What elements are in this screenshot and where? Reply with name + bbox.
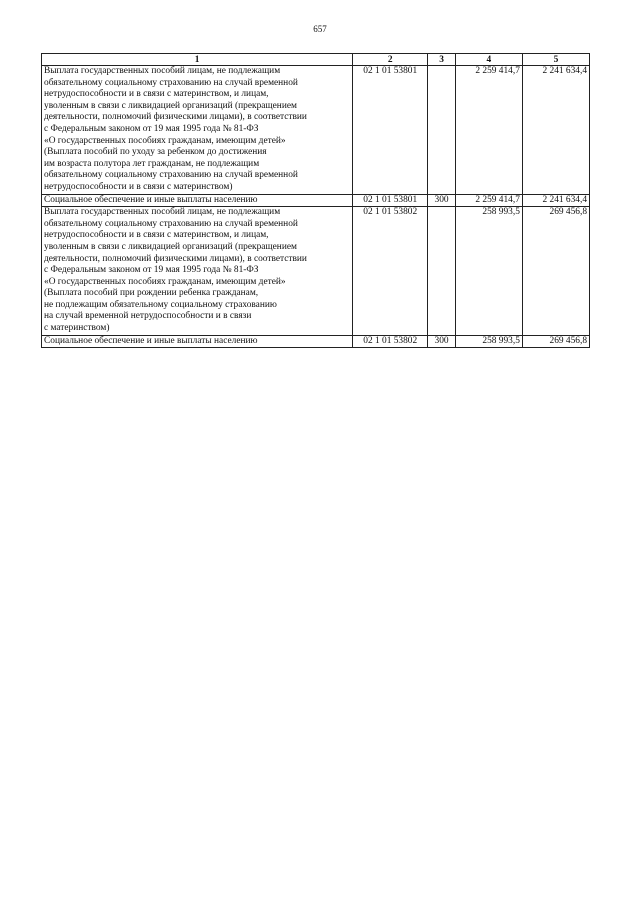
description-line: с материнством) [44,323,110,334]
header-col-3: 3 [428,54,455,66]
description-line: с Федеральным законом от 19 мая 1995 года № 81-ФЗ [44,123,259,134]
description-line: обязательному социальному страхованию на случай временной [44,218,298,229]
description-line: Социальное обеспечение и иные выплаты населению [44,335,258,346]
description-line: нетрудоспособности и в связи с материнством) [44,181,233,192]
description-line: нетрудоспособности и в связи с материнством, и лицам, [44,89,269,100]
row-description [42,194,353,207]
row-expense-type [428,207,455,336]
row-code: 02 1 01 53801 [353,66,428,195]
table-row [42,194,590,207]
description-line: с Федеральным законом от 19 мая 1995 года № 81-ФЗ [44,265,259,276]
description-line: деятельности, полномочий физическими лицами), в соответствии [44,253,307,264]
header-col-1: 1 [42,54,353,66]
description-line: обязательному социальному страхованию на случай временной [44,77,298,88]
description-line: уволенным в связи с ликвидацией организаций (прекращением [44,100,297,111]
description-line: обязательному социальному страхованию на случай временной [44,170,298,181]
row-description [42,207,353,336]
description-line: на случай временной нетрудоспособности и в связи [44,311,252,322]
header-col-2: 2 [353,54,428,66]
description-line: Выплата государственных пособий лицам, не подлежащим [44,207,281,218]
description-line: не подлежащим обязательному социальному страхованию [44,299,277,310]
row-description [42,335,353,348]
description-line: им возраста полутора лет гражданам, не подлежащим [44,158,260,169]
description-line: Выплата государственных пособий лицам, не подлежащим [44,66,281,76]
row-value-col5: 269 456,8 [522,335,589,348]
description-line: деятельности, полномочий физическими лицами), в соответствии [44,112,307,123]
row-value-col4: 258 993,5 [455,335,522,348]
table-row [42,207,590,336]
description-line: нетрудоспособности и в связи с материнством, и лицам, [44,230,269,241]
table-row [42,335,590,348]
row-value-col4: 2 259 414,7 [455,194,522,207]
description-line: (Выплата пособий по уходу за ребенком до достижения [44,147,267,158]
description-line: «О государственных пособиях гражданам, имеющим детей» [44,276,286,287]
row-value-col4: 2 259 414,7 [455,66,522,195]
row-code: 02 1 01 53802 [353,207,428,336]
row-value-col5: 2 241 634,4 [522,194,589,207]
row-value-col4: 258 993,5 [455,207,522,336]
row-expense-type: 300 [428,335,455,348]
page-number: 657 [313,24,327,34]
description-line: Социальное обеспечение и иные выплаты населению [44,194,258,205]
row-expense-type [428,66,455,195]
header-row [42,54,590,66]
description-line: уволенным в связи с ликвидацией организаций (прекращением [44,241,297,252]
description-line: «О государственных пособиях гражданам, имеющим детей» [44,135,286,146]
table-row [42,66,590,195]
budget-table [41,53,590,348]
row-value-col5: 269 456,8 [522,207,589,336]
header-col-4: 4 [455,54,522,66]
row-code: 02 1 01 53801 [353,194,428,207]
row-expense-type: 300 [428,194,455,207]
description-line: (Выплата пособий при рождении ребенка гражданам, [44,288,259,299]
header-col-5: 5 [522,54,589,66]
row-description [42,66,353,195]
row-value-col5: 2 241 634,4 [522,66,589,195]
row-code: 02 1 01 53802 [353,335,428,348]
